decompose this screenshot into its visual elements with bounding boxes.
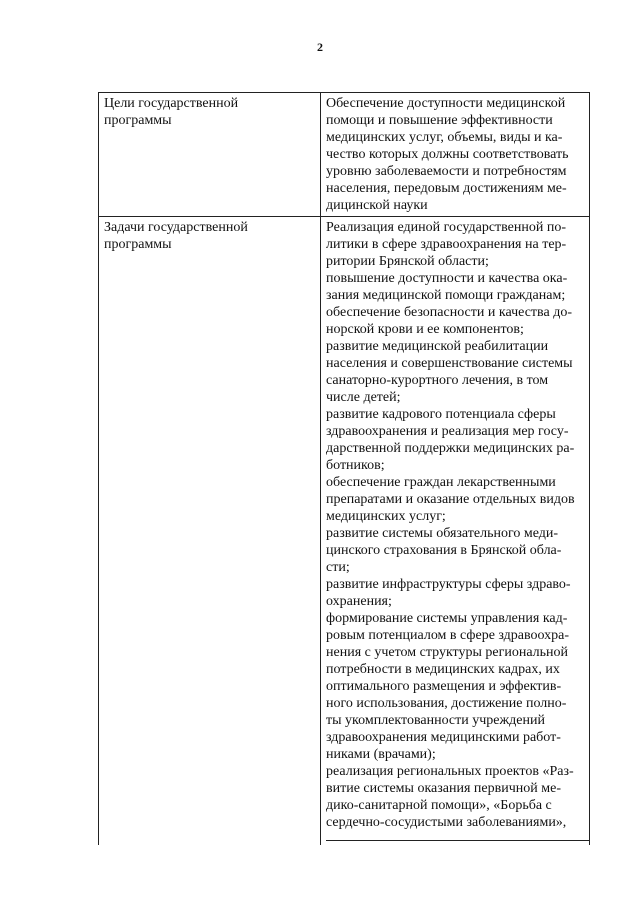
tasks-value-line: развитие кадрового потенциала сферы <box>326 407 556 422</box>
goals-value-line: населения, передовым достижениям ме- <box>326 181 567 196</box>
tasks-value-line: норской крови и ее компонентов; <box>326 322 524 337</box>
tasks-value-line: здравоохранения и реализация мер госу- <box>326 424 569 439</box>
tasks-value-line: охранения; <box>326 594 392 609</box>
tasks-value-line: развитие инфраструктуры сферы здраво- <box>326 577 571 592</box>
goals-value-line: чество которых должны соответствовать <box>326 147 569 162</box>
tasks-value-line: формирование системы управления кад- <box>326 611 568 626</box>
tasks-value-line: препаратами и оказание отдельных видов <box>326 492 575 507</box>
tasks-label-line: программы <box>104 237 172 252</box>
goals-label-cell <box>99 93 321 217</box>
tasks-value-line: населения и совершенствование системы <box>326 356 573 371</box>
tasks-value-line: развитие системы обязательного меди- <box>326 526 559 541</box>
goals-value-cell <box>321 93 590 217</box>
tasks-value-line: ритории Брянской области; <box>326 254 489 269</box>
tasks-value-line: Реализация единой государственной по- <box>326 220 567 235</box>
tasks-value-line: цинского страхования в Брянской обла- <box>326 543 562 558</box>
tasks-value-line: витие системы оказания первичной ме- <box>326 781 561 796</box>
tasks-value-line: медицинских услуг; <box>326 509 446 524</box>
table-row-tasks <box>99 217 590 846</box>
value-cell-bottom-rule <box>326 840 590 841</box>
goals-value-line: помощи и повышение эффективности <box>326 113 553 128</box>
tasks-value-line: обеспечение граждан лекарственными <box>326 475 556 490</box>
program-passport-table <box>98 92 590 845</box>
tasks-value-cell <box>321 217 590 846</box>
goals-label-line: Цели государственной <box>104 96 239 111</box>
tasks-value-line: никами (врачами); <box>326 747 436 762</box>
tasks-value-line: развитие медицинской реабилитации <box>326 339 549 354</box>
tasks-value-line: литики в сфере здравоохранения на тер- <box>326 237 567 252</box>
tasks-value-line: реализация региональных проектов «Раз- <box>326 764 574 779</box>
goals-label-line: программы <box>104 113 172 128</box>
tasks-value-line: оптимального размещения и эффектив- <box>326 679 562 694</box>
tasks-value-line: ного использования, достижение полно- <box>326 696 567 711</box>
tasks-value-line: сердечно-сосудистыми заболеваниями», <box>326 815 567 830</box>
tasks-value-line: здравоохранения медицинскими работ- <box>326 730 561 745</box>
tasks-value-line: числе детей; <box>326 390 401 405</box>
tasks-label-line: Задачи государственной <box>104 220 248 235</box>
table-row-goals <box>99 93 590 217</box>
goals-value-line: уровню заболеваемости и потребностям <box>326 164 567 179</box>
tasks-value-line: санаторно-курортного лечения, в том <box>326 373 549 388</box>
goals-value-line: Обеспечение доступности медицинской <box>326 96 566 111</box>
tasks-value-line: потребности в медицинских кадрах, их <box>326 662 560 677</box>
tasks-value-line: дико-санитарной помощи», «Борьба с <box>326 798 552 813</box>
page-number: 2 <box>317 40 323 54</box>
tasks-value-line: повышение доступности и качества ока- <box>326 271 568 286</box>
tasks-label-cell <box>99 217 321 846</box>
goals-value-line: дицинской науки <box>326 198 428 213</box>
tasks-value-line: зания медицинской помощи гражданам; <box>326 288 566 303</box>
goals-value-line: медицинских услуг, объемы, виды и ка- <box>326 130 563 145</box>
tasks-value-line: ровым потенциалом в сфере здравоохра- <box>326 628 570 643</box>
tasks-value-line: нения с учетом структуры региональной <box>326 645 569 660</box>
tasks-value-line: сти; <box>326 560 350 575</box>
tasks-value-line: ботников; <box>326 458 385 473</box>
tasks-value-line: ты укомплектованности учреждений <box>326 713 545 728</box>
tasks-value-line: дарственной поддержки медицинских ра- <box>326 441 575 456</box>
tasks-value-line: обеспечение безопасности и качества до- <box>326 305 572 320</box>
